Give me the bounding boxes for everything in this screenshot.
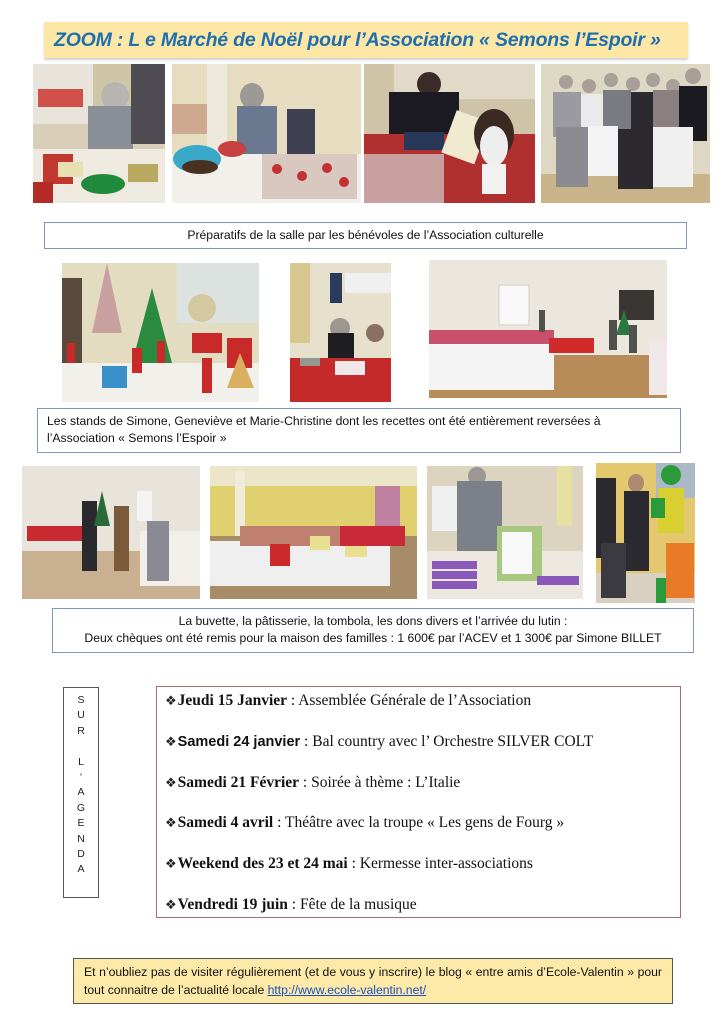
diamond-bullet-icon: ❖ (165, 733, 177, 749)
agenda-item (165, 812, 680, 853)
blog-link[interactable]: http://www.ecole-valentin.net/ (267, 983, 427, 997)
photo-volunteer-pastries-table (172, 64, 361, 203)
blog-reminder-text: Et n’oubliez pas de visiter régulièrement (et de vous y inscrire) le blog « entre amis d’Ecole-Valentin » pour tout connaitre de l’actualité locale (84, 965, 662, 997)
caption-line: Deux chèques ont été remis pour la maison des familles : 1 600€ par l’ACEV et 1 300€ par Simone BILLET (84, 631, 662, 645)
caption-buvette-cheques (52, 608, 694, 653)
agenda-item (165, 894, 680, 935)
title-banner (44, 22, 688, 58)
diamond-bullet-icon: ❖ (165, 693, 177, 708)
photo-volunteers-group (541, 64, 710, 203)
photo-wig-mannequin-stand (364, 64, 535, 203)
agenda-label-letter: A (77, 863, 85, 876)
page-title: ZOOM : L e Marché de Noël pour l’Association « Semons l’Espoir » (54, 28, 661, 51)
diamond-bullet-icon: ❖ (165, 896, 177, 912)
agenda-label-letter: D (77, 847, 85, 860)
agenda-item-date: Samedi 4 avril (177, 814, 274, 832)
caption-line: Les stands de Simone, Geneviève et Marie-Christine dont les recettes ont été entièrement reversées à (47, 414, 601, 428)
agenda-label-letter: A (77, 786, 85, 799)
agenda-vertical-label (63, 687, 99, 898)
photo-hall-stands-overview (429, 260, 667, 398)
photo-volunteer-crafts-stand (33, 64, 165, 203)
photo-tombola-box (427, 466, 583, 599)
agenda-label-letter: L (78, 755, 84, 768)
photo-buvette (22, 466, 200, 599)
agenda-item-date: Samedi 21 Février (177, 773, 300, 791)
agenda-label-letter: ‘ (79, 770, 83, 783)
agenda-item-description: : Théâtre avec la troupe « Les gens de Fourg » (273, 814, 565, 832)
agenda-label-letter: S (77, 694, 85, 706)
agenda-item-description: : Kermesse inter-associations (347, 855, 533, 873)
agenda-item-description: : Fête de la musique (287, 895, 417, 913)
photo-red-table-stand (290, 263, 391, 402)
diamond-bullet-icon: ❖ (165, 815, 177, 831)
agenda-item (165, 690, 680, 731)
agenda-item-date: Jeudi 15 Janvier (177, 692, 288, 709)
agenda-label-letter: G (76, 801, 86, 814)
agenda-label-letter: N (77, 832, 85, 845)
agenda-item (165, 772, 680, 813)
diamond-bullet-icon: ❖ (165, 856, 177, 872)
agenda-item-date: Vendredi 19 juin (177, 895, 288, 913)
agenda-item-date: Samedi 24 janvier (177, 733, 301, 750)
agenda-item-description: : Assemblée Générale de l’Association (287, 692, 532, 709)
agenda-list (156, 686, 681, 918)
photo-patisserie-tables (210, 466, 417, 599)
diamond-bullet-icon: ❖ (165, 774, 177, 790)
agenda-item (165, 853, 680, 894)
photo-lutin-arrival (596, 463, 695, 603)
agenda-item-description: : Bal country avec l’ Orchestre SILVER COLT (300, 732, 594, 750)
agenda-item (165, 731, 680, 772)
agenda-label-letter: R (77, 724, 85, 737)
caption-line: La buvette, la pâtisserie, la tombola, les dons divers et l’arrivée du lutin : (178, 614, 568, 628)
agenda-item-description: : Soirée à thème : L’Italie (299, 773, 461, 791)
caption-text: Préparatifs de la salle par les bénévoles de l’Association culturelle (187, 228, 544, 242)
caption-stands (37, 408, 681, 453)
agenda-item-date: Weekend des 23 et 24 mai (177, 855, 348, 873)
agenda-label-letter: U (77, 709, 85, 722)
blog-reminder-box (73, 958, 673, 1004)
caption-line: l’Association « Semons l’Espoir » (47, 431, 227, 445)
caption-preparations (44, 222, 687, 249)
photo-christmas-decorations-stand (62, 263, 259, 402)
agenda-label-letter: E (77, 817, 85, 830)
